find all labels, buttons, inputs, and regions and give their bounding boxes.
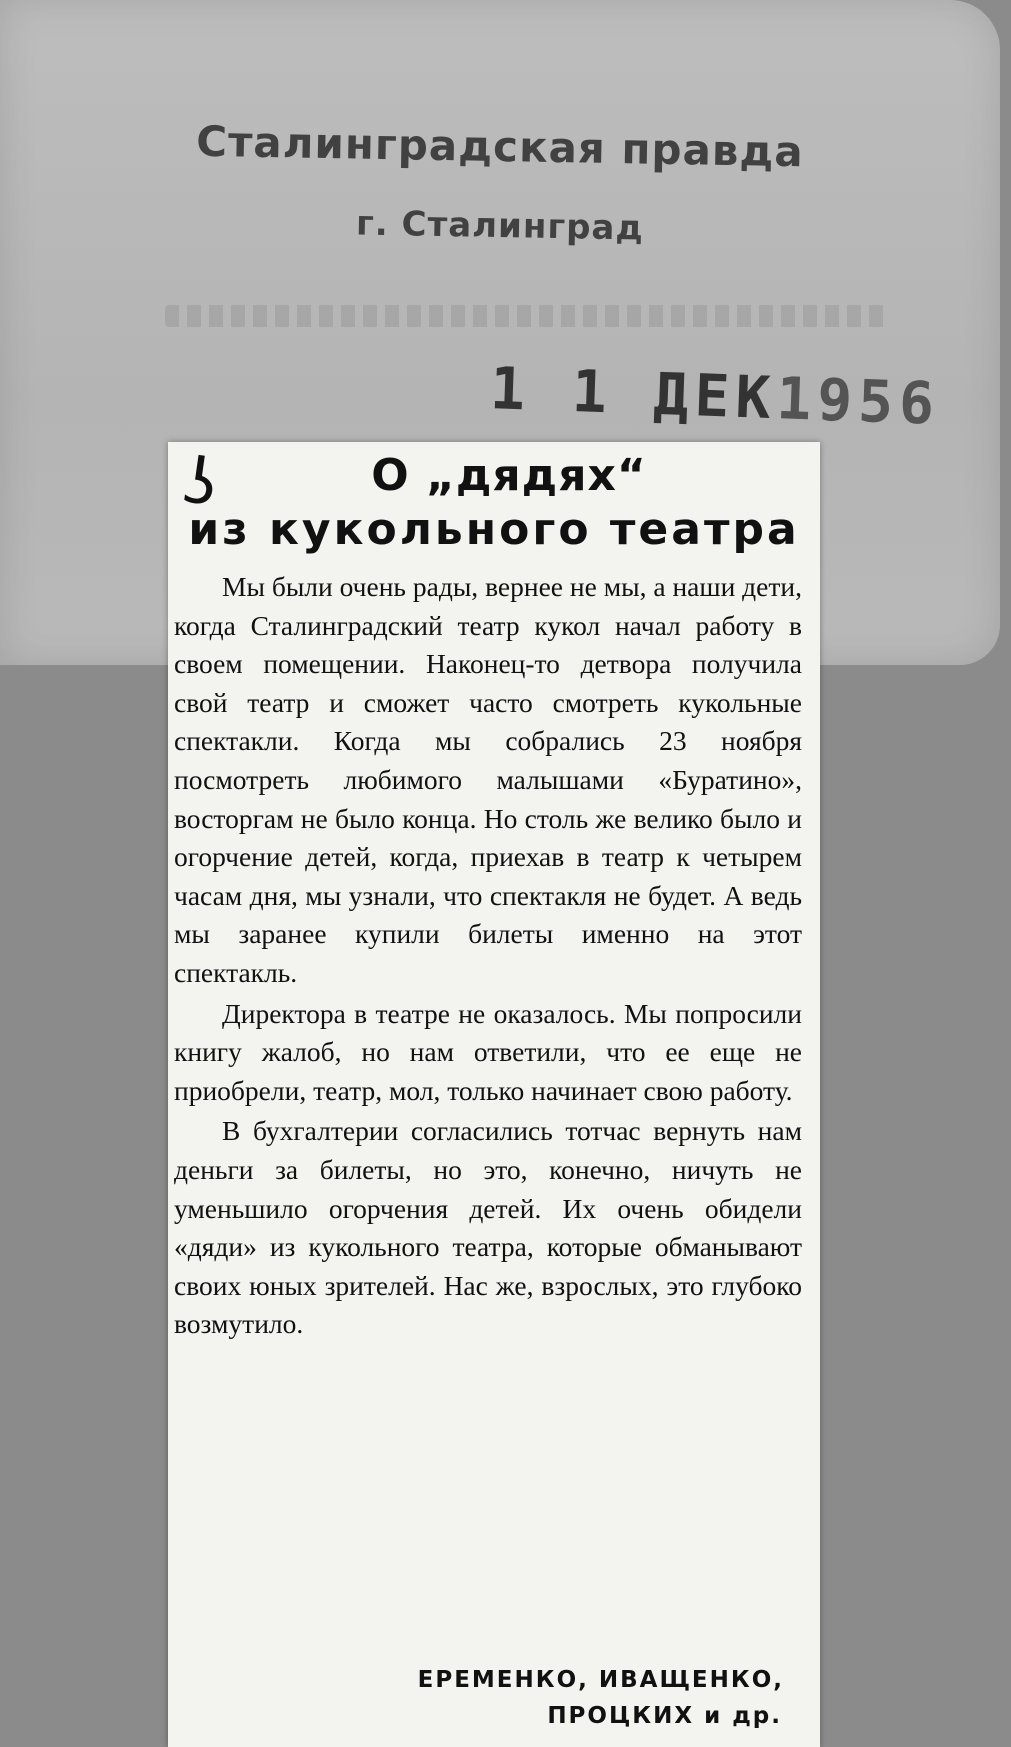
faded-stamp-line	[165, 305, 885, 327]
headline-line-1: О „дядях“	[371, 450, 647, 501]
date-stamp-month: ДЕК	[652, 359, 778, 433]
signature-line-2: ПРОЦКИХ и др.	[547, 1703, 782, 1729]
date-stamp	[489, 354, 941, 438]
newspaper-clipping	[168, 442, 820, 1747]
newspaper-name: Сталинградская правда	[195, 116, 805, 177]
newspaper-city: г. Сталинград	[355, 203, 645, 249]
article-paragraph-2: Директора в театре не оказалось. Мы попросили книгу жалоб, но нам ответили, что ее еще не приобрели, театр, мол, только начинает свою работу.	[174, 997, 802, 1106]
scribble-mark-icon: ʖ	[179, 444, 222, 522]
article-signature	[418, 1662, 784, 1734]
signature-line-1: ЕРЕМЕНКО, ИВАЩЕНКО,	[417, 1667, 784, 1693]
date-stamp-year: 1956	[775, 364, 942, 438]
date-stamp-day: 1 1	[488, 354, 615, 427]
headline-line-2: из кукольного театра	[188, 504, 800, 555]
article-paragraph-1: Мы были очень рады, вернее не мы, а наши дети, когда Сталинградский театр кукол начал работу в своем помещении. Наконец-то детвора получила свой театр и сможет часто смотреть кукольные спектакли. Когда мы собрались 23 ноября посмотреть любимого малышами «Буратино», восторгам не было конца. Но столь же велико было и огорчение детей, когда, приехав в театр к четырем часам дня, мы узнали, что спектакля не будет. А ведь мы заранее купили билеты именно на этот спектакль.	[174, 571, 802, 988]
article-paragraph-3: В бухгалтерии согласились тотчас вернуть нам деньги за билеты, но это, конечно, ничуть не уменьшило огорчения детей. Их очень обидели «дяди» из кукольного театра, которые обманывают своих юных зрителей. Нас же, взрослых, это глубоко возмутило.	[174, 1115, 802, 1340]
article-body	[174, 568, 802, 1344]
